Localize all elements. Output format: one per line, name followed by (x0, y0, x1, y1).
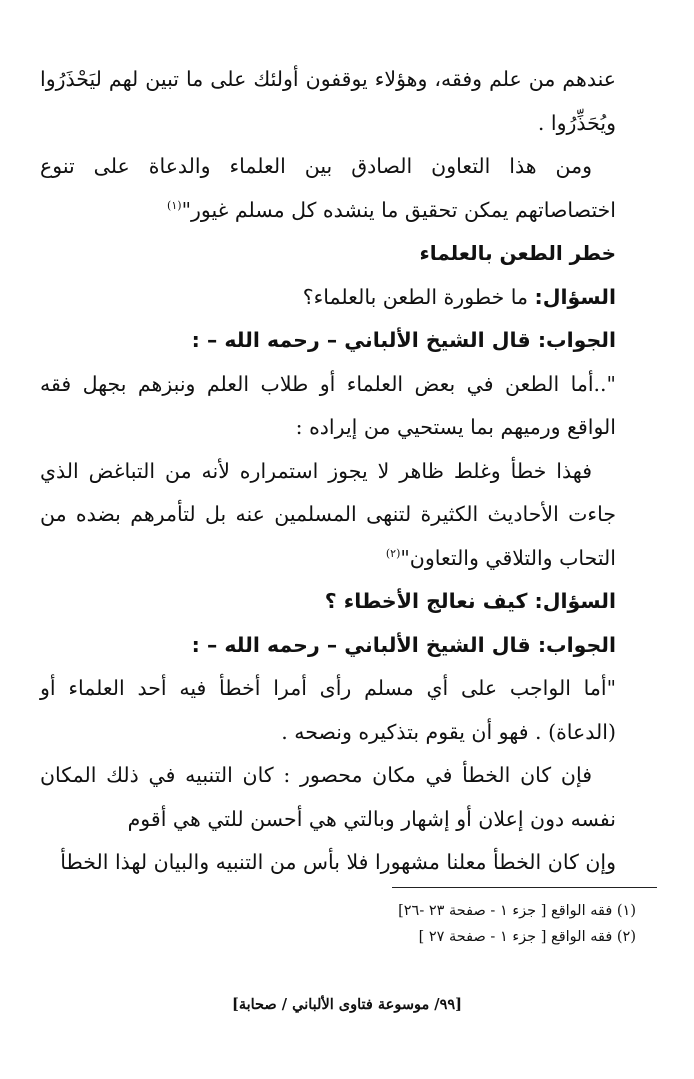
answer-label: الجواب: (537, 632, 616, 657)
answer-label: الجواب: (537, 328, 616, 352)
paragraph-quote-4: فإن كان الخطأ في مكان محصور : كان التنبيه في ذلك المكان نفسه دون إعلان أو إشهار وبالتي هي أحسن للتي هي أقوم (40, 763, 616, 831)
answer-1 (40, 319, 616, 363)
section-heading: خطر الطعن بالعلماء (419, 241, 616, 265)
paragraph-quote-1: "..أما الطعن في بعض العلماء أو طلاب العلم ونبزهم بجهل فقه الواقع ورميهم بما يستحيي من إيراده : (40, 371, 616, 439)
paragraph-quote-2 (40, 450, 616, 581)
answer-intro: قال الشيخ الألباني – رحمه الله – : (191, 328, 538, 352)
question-2 (40, 580, 616, 624)
footnote-divider (392, 887, 657, 888)
question-text: ما خطورة الطعن بالعلماء؟ (302, 284, 535, 309)
footnote-2: (٢) فقه الواقع [ جزء ١ - صفحة ٢٧ ] (418, 929, 636, 945)
question-text: كيف نعالج الأخطاء ؟ (324, 589, 535, 613)
paragraph-quote-3: "أما الواجب على أي مسلم رأى أمرا أخطأ فيه أحد العلماء أو (الدعاة) . فهو أن يقوم بتذكيره ونصحه . (40, 676, 616, 744)
footnote-ref-1: (١) (167, 198, 182, 212)
paragraph-quote-5: وإن كان الخطأ معلنا مشهورا فلا بأس من التنبيه والبيان لهذا الخطأ (60, 850, 616, 874)
paragraph-continuation: عندهم من علم وفقه، وهؤلاء يوقفون أولئك على ما تبين لهم ليَحْذَرُوا ويُحَذِّرُوا . (40, 67, 616, 135)
question-label: السؤال: (534, 284, 616, 309)
paragraph-cooperation (40, 145, 616, 232)
footnote-1: (١) فقه الواقع [ جزء ١ - صفحة ٢٣ -٢٦] (398, 903, 636, 919)
footnotes (398, 898, 636, 950)
question-label: السؤال: (534, 589, 616, 613)
question-1 (40, 276, 616, 320)
body-text (40, 58, 616, 885)
paragraph-cooperation-text: ومن هذا التعاون الصادق بين العلماء والدعاة على تنوع اختصاصاتهم يمكن تحقيق ما ينشده كل مسلم غيور" (40, 154, 616, 222)
answer-intro: قال الشيخ الألباني – رحمه الله – : (191, 632, 538, 657)
page-footer: [٩٩/ موسوعة فتاوى الألباني / صحابة] (231, 996, 463, 1013)
answer-2 (40, 624, 616, 668)
paragraph-quote-2-text: فهذا خطأ وغلط ظاهر لا يجوز استمراره لأنه من التباغض الذي جاءت الأحاديث الكثيرة لتنهى المسلمين عنه بل لتأمرهم بضده من التحاب والتلاقي والتعاون" (40, 458, 616, 570)
footnote-ref-2: (٢) (385, 546, 401, 560)
